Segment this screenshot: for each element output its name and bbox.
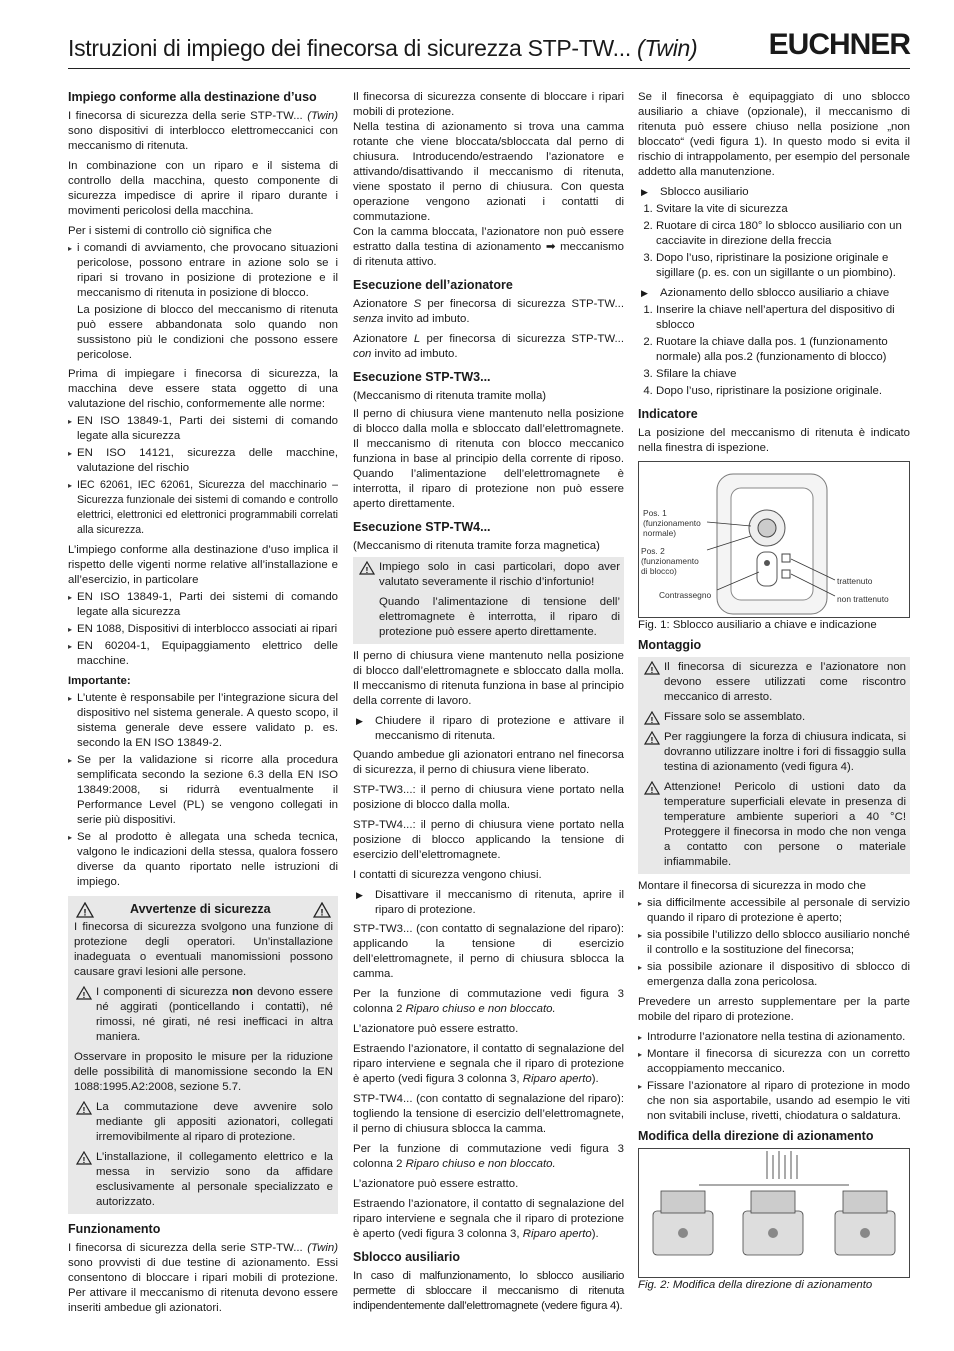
warning-icon: [644, 731, 660, 745]
norm-list: [68, 414, 338, 538]
mounting-steps: [638, 1030, 910, 1124]
subtitle: (Meccanismo di ritenuta tramite forza magnetica): [353, 540, 600, 552]
list-item: ▸ EN 1088, Dispositivi di interblocco associati ai ripari: [68, 622, 338, 637]
paragraph: L’impiego conforme alla destinazione d’uso implica il rispetto delle vigenti norme relative all’installazione e all’esercizio, in particolare: [68, 544, 338, 586]
label-non-trattenuto: non trattenuto: [837, 594, 889, 604]
list-item: ▸ IEC 62061, IEC 62061, Sicurezza del macchinario – Sicurezza funzionale dei sistemi di comando e controllo elettrici, elettronici ed elettronici programmabili correlati alla sicurezza.: [68, 478, 338, 538]
heading-modifica-direzione: Modifica della direzione di azionamento: [638, 1129, 874, 1143]
page-header: [68, 28, 910, 69]
paragraph: Azionatore S per finecorsa di sicurezza STP-TW... senza invito ad imbuto.: [353, 298, 624, 325]
list-item: ▸ EN 60204-1, Equipaggiamento elettrico delle macchine.: [68, 639, 338, 669]
svg-text:!: !: [82, 1106, 86, 1115]
paragraph: Il perno di chiusura viene mantenuto nella posizione di blocco dalla molla e sbloccato dall’elettromagnete. Il meccanismo di ritenuta con blocco meccanico funziona in base al principio della corrente di riposo. Quando l’alimentazione dell’elettromagnete è interrotta, il riparo di protezione non può essere aperto direttamente.: [353, 408, 624, 510]
paragraph: Nella testina di azionamento si trova una camma rotante che viene bloccata/sbloccata dal perno di chiusura. Introducendo/estraendo l’azionatore e attivando/disattivando il meccanismo di ritenuta, viene spostato il perno di chiusura. Con questa operazione vengono azionati i contatti di commutazione.: [353, 121, 624, 223]
list-item: 2. Ruotare di circa 180° lo sblocco ausiliario con un cacciavite in direzione della freccia: [656, 219, 910, 249]
paragraph: Estraendo l’azionatore, il contatto di segnalazione del riparo interviene e segnala che il riparo di protezione è aperto (vedi figura 3 colonna 3, Riparo aperto).: [353, 1198, 624, 1240]
list-item: ▸ EN ISO 13849-1, Parti dei sistemi di comando legate alla sicurezza: [68, 590, 338, 620]
norm-list: [68, 590, 338, 669]
list-item: ▸ EN ISO 14121, sicurezza delle macchine, valutazione del rischio: [68, 446, 338, 476]
paragraph: Se il finecorsa è equipaggiato di uno sblocco ausiliario a chiave (opzionale), il meccanismo di ritenuta può essere chiuso nella posizione „non bloccato“ (vedi figura 1). In questo modo si evita il rischio di intrappolamento, per esempio del personale addetto alla manutenzione.: [638, 91, 910, 178]
steps-chiave: [638, 303, 910, 399]
heading-sblocco-ausiliario: Sblocco ausiliario: [353, 1250, 460, 1264]
list-item: 4. Dopo l’uso, ripristinare la posizione originale.: [656, 384, 910, 399]
list-item: ▸ sia difficilmente accessibile al personale di servizio quando il riparo di protezione è aperto;: [638, 896, 910, 926]
heading-indicatore: Indicatore: [638, 407, 698, 421]
svg-text:!: !: [82, 1156, 86, 1165]
paragraph: In combinazione con un riparo e il sistema di controllo della macchina, questo componente di sicurezza impedisce di aprire il riparo durante i movimenti pericolosi della macchina.: [68, 160, 338, 217]
heading-funzionamento: Funzionamento: [68, 1222, 161, 1236]
warning-icon: [76, 902, 94, 918]
heading-esecuzione-azionatore: Esecuzione dell’azionatore: [353, 278, 513, 292]
figure-2: [638, 1148, 910, 1278]
warning-item: ! Attenzione! Pericolo di ustioni dato da temperature superficiali elevate in presenza di temperature ambiente superiori a 40 °C! Proteggere il finecorsa in modo che non venga a contatto con persone o materiale infiammabile.: [642, 780, 906, 870]
list-item: ▸ Introdurre l’azionatore nella testina di azionamento.: [638, 1030, 910, 1045]
safety-warnings-title: Avvertenze di sicurezza: [130, 902, 271, 916]
paragraph: STP-TW4... (con contatto di segnalazione del riparo): togliendo la tensione di esercizio dell’elettromagnete, il perno di chiusura sblocca la camma.: [353, 1093, 624, 1135]
warning-item: ! La commutazione deve avvenire solo mediante gli appositi azionatori, collegati irremovibilmente al riparo di protezione.: [74, 1100, 333, 1145]
warning-box: [638, 657, 910, 874]
column-1: [68, 90, 338, 1321]
paragraph: Prima di impiegare i finecorsa di sicurezza, la macchina deve essere stata oggetto di una valutazione del rischio, conformemente alle norme:: [68, 368, 338, 410]
importante-label: Importante:: [68, 675, 131, 687]
arrow-right-icon: ▶: [641, 288, 648, 298]
label-pos1: Pos. 1 (funzionamento normale): [643, 508, 701, 538]
list-item: ▸ L’utente è responsabile per l’integrazione sicura del dispositivo nel sistema generale. A questo scopo, il sistema generale deve essere validato p. es. secondo la EN ISO 13849-2.: [68, 691, 338, 751]
warning-icon: [76, 986, 92, 1000]
svg-text:!: !: [82, 991, 86, 1000]
warning-item: ! Il finecorsa di sicurezza e l’azionatore non devono essere utilizzati come riscontro meccanico di arresto.: [642, 660, 906, 705]
warning-item: ! L’installazione, il collegamento elettrico e la messa in servizio sono da affidare esclusivamente al personale specializzato e autorizzato.: [74, 1150, 333, 1210]
warning-icon: [359, 561, 375, 575]
list-item: ▸ i comandi di avviamento, che provocano situazioni pericolose, possono entrare in azione solo se i ripari si trovano in posizione di protezione e il meccanismo di ritenuta in posizione di blocco. La posizione di blocco del meccanismo di ritenuta può essere abbandonata solo quando non sussistono più le condizioni che possono essere pericolose.: [68, 241, 338, 363]
paragraph: STP-TW4...: il perno di chiusura viene portato nella posizione di blocco applicando la tensione di esercizio dell’elettromagnete.: [353, 819, 624, 861]
warning-icon: [76, 1151, 92, 1165]
euchner-logo: EUCHNER: [768, 28, 910, 61]
safety-warnings-box: [68, 896, 338, 1214]
list-item: ▸ Fissare l’azionatore al riparo di protezione in modo che non sia asportabile, usando ad esempio le viti non svitabili incluse, rivetti, chiodatura o saldatura.: [638, 1079, 910, 1124]
warning-item: ! Per raggiungere la forza di chiusura indicata, si dovranno utilizzare inoltre i fori di fissaggio sulla testina di azionamento (vedi figura 4).: [642, 730, 906, 775]
svg-text:!: !: [320, 907, 324, 918]
column-2: [353, 90, 624, 1319]
warning-icon: [644, 781, 660, 795]
step-heading: ▶ Azionamento dello sblocco ausiliario a chiave: [641, 287, 890, 299]
svg-text:!: !: [83, 907, 87, 918]
paragraph: I finecorsa di sicurezza della serie STP-TW... (Twin) sono provvisti di due testine di azionamento. Essi consentono di bloccare i ripari mobili di protezione. Per attivare il meccanismo di ritenuta devono essere inseriti ambedue gli azionatori.: [68, 1242, 338, 1314]
figure-1-caption: Fig. 1: Sblocco ausiliario a chiave e indicazione: [638, 619, 877, 631]
list-item: 3. Dopo l’uso, ripristinare la posizione originale e sigillare (p. es. con un sigillante o un piombino).: [656, 251, 910, 281]
step-item: ▶ Disattivare il meccanismo di ritenuta, aprire il riparo di protezione.: [356, 889, 624, 916]
label-trattenuto: trattenuto: [837, 576, 873, 586]
subtitle: (Meccanismo di ritenuta tramite molla): [353, 390, 547, 402]
list-item: ▸ Se al prodotto è allegata una scheda tecnica, valgono le indicazioni della stessa, qualora fossero diverse da quanto riportato nelle istruzioni di impiego.: [68, 830, 338, 890]
bullet-list: [68, 241, 338, 363]
list-item: ▸ Montare il finecorsa di sicurezza con un corretto accoppiamento meccanico.: [638, 1047, 910, 1077]
paragraph: Estraendo l’azionatore, il contatto di segnalazione del riparo interviene e segnala che il riparo di protezione è aperto (vedi figura 3 colonna 3, Riparo aperto).: [353, 1043, 624, 1085]
list-item: ▸ sia possibile azionare il dispositivo di sblocco di emergenza dalla zona pericolosa.: [638, 960, 910, 990]
warning-icon: [644, 661, 660, 675]
heading-stp-tw4: Esecuzione STP-TW4...: [353, 520, 491, 534]
heading-impiego: Impiego conforme alla destinazione d’uso: [68, 90, 317, 104]
paragraph: Montare il finecorsa di sicurezza in modo che: [638, 880, 866, 892]
paragraph: La posizione del meccanismo di ritenuta è indicato nella finestra di ispezione.: [638, 427, 910, 454]
actuation-direction-drawing: [639, 1149, 910, 1277]
step-heading: ▶ Sblocco ausiliario: [641, 186, 749, 198]
list-item: 3. Sfilare la chiave: [656, 367, 910, 382]
warning-icon: [644, 711, 660, 725]
paragraph: Il perno di chiusura viene mantenuto nella posizione di blocco dall’elettromagnete e sbloccato dalla molla. Il meccanismo di ritenuta funziona in base al principio della corrente di lavoro.: [353, 650, 624, 707]
warning-item: ! Fissare solo se assemblato.: [642, 710, 906, 725]
svg-text:!: !: [650, 716, 654, 725]
paragraph: STP-TW3... (con contatto di segnalazione del riparo): applicando la tensione di esercizio dell’elettromagnete, il perno di chiusura sblocca la camma.: [353, 923, 624, 980]
importante-list: [68, 691, 338, 890]
paragraph: I contatti di sicurezza vengono chiusi.: [353, 869, 542, 881]
svg-text:!: !: [365, 566, 369, 575]
warning-item: ! Impiego solo in casi particolari, dopo aver valutato severamente il rischio d’infortunio!: [357, 560, 620, 590]
label-pos2: Pos. 2 (funzionamento di blocco): [641, 546, 699, 576]
safety-warnings-header: [74, 900, 333, 920]
paragraph: STP-TW3...: il perno di chiusura viene portato nella posizione di blocco dalla molla.: [353, 784, 624, 811]
list-item: 1. Inserire la chiave nell’apertura del dispositivo di sblocco: [656, 303, 910, 333]
paragraph: Prevedere un arresto supplementare per la parte mobile del riparo di protezione.: [638, 996, 910, 1023]
paragraph: L’azionatore può essere estratto.: [353, 1023, 519, 1035]
heading-montaggio: Montaggio: [638, 638, 702, 652]
mounting-list: [638, 896, 910, 990]
list-item: ▸ sia possibile l’utilizzo dello sblocco ausiliario nonché il controllo e la sostituzione del finecorsa;: [638, 928, 910, 958]
list-item: 1. Svitare la vite di sicurezza: [656, 202, 910, 217]
page-title: Istruzioni di impiego dei finecorsa di sicurezza STP-TW... (Twin): [68, 35, 698, 61]
paragraph: Con la camma bloccata, l’azionatore non può essere estratto dalla testina di azionamento ➡ meccanismo di ritenuta attivo.: [353, 226, 624, 268]
list-item: ▸ Se per la validazione si ricorre alla procedura semplificata secondo la sezione 6.3 della EN ISO 13849:2008, si ridurrà eventualmente il Performance Level (PL) se vengono collegati in serie più dispositivi.: [68, 753, 338, 828]
paragraph: L’azionatore può essere estratto.: [353, 1178, 519, 1190]
paragraph: In caso di malfunzionamento, lo sblocco ausiliario permette di sbloccare il meccanismo di ritenuta indipendentemente dall’elettromagnete (vedere figura 4).: [353, 1270, 624, 1312]
paragraph: I finecorsa di sicurezza della serie STP-TW... (Twin) sono dispositivi di interblocco elettromeccanici con meccanismo di ritenuta.: [68, 110, 338, 152]
figure-2-caption: Fig. 2: Modifica della direzione di azionamento: [638, 1279, 873, 1291]
paragraph: Quando ambedue gli azionatori entrano nel finecorsa di sicurezza, il perno di chiusura viene liberato.: [353, 749, 624, 776]
paragraph: I finecorsa di sicurezza svolgono una funzione di protezione degli operatori. Un’installazione inadeguata o eventuali manomissioni possono causare gravi lesioni alle persone.: [74, 921, 333, 978]
warning-item: ! I componenti di sicurezza non devono essere né aggirati (ponticellando i contatti), né rimossi, né girati, né resi inefficaci in altra maniera.: [74, 985, 333, 1045]
paragraph: Il finecorsa di sicurezza consente di bloccare i ripari mobili di protezione.: [353, 91, 624, 118]
warning-icon: [313, 902, 331, 918]
label-contrassegno: Contrassegno: [659, 590, 712, 600]
paragraph: Quando l’alimentazione di tensione dell’ elettromagnete è interrotta, il riparo di protezione può essere aperto direttamente.: [379, 596, 620, 638]
arrow-right-icon: ▶: [356, 890, 363, 900]
steps-sblocco: [638, 202, 910, 281]
arrow-right-icon: ▶: [641, 187, 648, 197]
svg-text:!: !: [650, 666, 654, 675]
list-item: 2. Ruotare la chiave dalla pos. 1 (funzionamento normale) alla pos.2 (funzionamento di blocco): [656, 335, 910, 365]
paragraph: Osservare in proposito le misure per la riduzione delle possibilità di manomissione secondo la EN 1088:1995.A2:2008, sezione 5.7.: [74, 1051, 333, 1093]
svg-text:!: !: [650, 736, 654, 745]
warning-box: [353, 557, 624, 644]
column-3: [638, 90, 910, 1298]
step-item: ▶ Chiudere il riparo di protezione e attivare il meccanismo di ritenuta.: [356, 715, 624, 742]
arrow-right-icon: ▶: [356, 716, 363, 726]
paragraph: Per i sistemi di controllo ciò significa che: [68, 225, 272, 237]
figure-1: [638, 461, 910, 618]
paragraph: Per la funzione di commutazione vedi figura 3 colonna 2 Riparo chiuso e non bloccato.: [353, 1143, 624, 1170]
warning-icon: [76, 1101, 92, 1115]
svg-text:!: !: [650, 786, 654, 795]
heading-stp-tw3: Esecuzione STP-TW3...: [353, 370, 491, 384]
list-item: ▸ EN ISO 13849-1, Parti dei sistemi di comando legate alla sicurezza: [68, 414, 338, 444]
paragraph: Per la funzione di commutazione vedi figura 3 colonna 2 Riparo chiuso e non bloccato.: [353, 988, 624, 1015]
paragraph: Azionatore L per finecorsa di sicurezza STP-TW... con invito ad imbuto.: [353, 333, 625, 360]
